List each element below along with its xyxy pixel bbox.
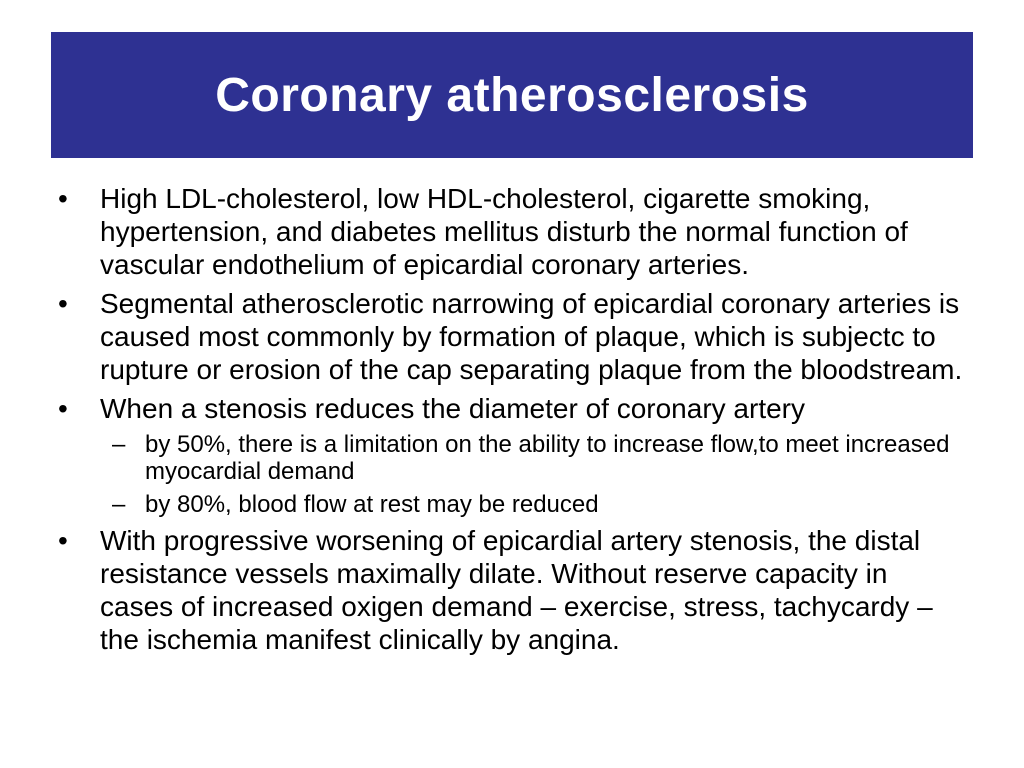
bullet-progressive-worsening: • With progressive worsening of epicardial artery stenosis, the distal resistance vessels maximally dilate. Without reserve capacity in cases of increased oxigen demand – exercise, stress, tachycardy – the ischemia manifest clinically by angina. [56,524,966,656]
bullet-segmental-narrowing: • Segmental atherosclerotic narrowing of epicardial coronary arteries is caused most commonly by formation of plaque, which is subjectc to rupture or erosion of the cap separating plaque from the bloodstream. [56,287,966,386]
slide-content [56,182,966,662]
bullet-stenosis-diameter: • When a stenosis reduces the diameter of coronary artery [56,392,966,425]
sub-bullet-50-percent: – by 50%, there is a limitation on the ability to increase flow,to meet increased myocardial demand [56,431,966,485]
sub-bullet-80-percent: – by 80%, blood flow at rest may be reduced [56,491,966,518]
bullet-risk-factors: • High LDL-cholesterol, low HDL-cholesterol, cigarette smoking, hypertension, and diabetes mellitus disturb the normal function of vascular endothelium of epicardial coronary arteries. [56,182,966,281]
slide-title: Coronary atherosclerosis [215,68,809,122]
title-bar [51,32,973,158]
